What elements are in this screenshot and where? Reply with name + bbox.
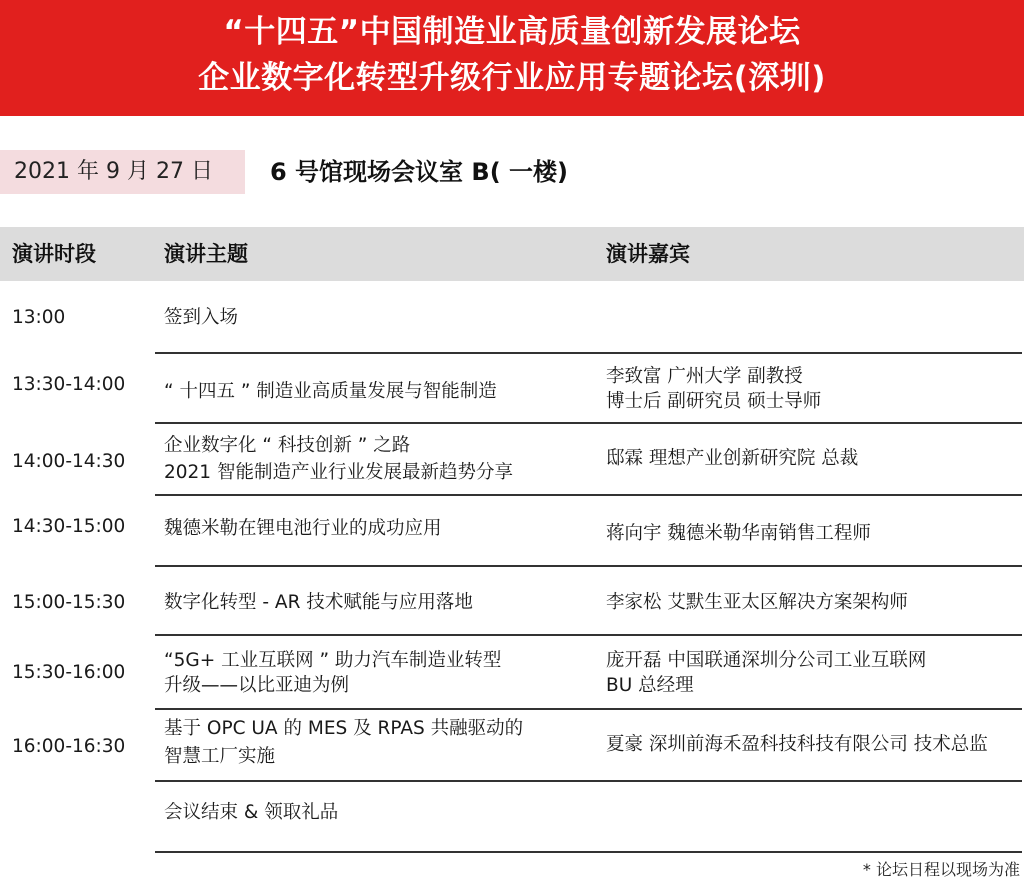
topic-cell: 数字化转型 - AR 技术赋能与应用落地 (164, 592, 473, 613)
time-cell: 14:30-15:00 (12, 516, 126, 537)
speaker-cell-line2: 博士后 副研究员 硕士导师 (606, 391, 822, 412)
time-cell: 15:00-15:30 (12, 592, 126, 613)
table-row (0, 423, 1024, 494)
time-cell: 13:30-14:00 (12, 374, 126, 395)
time-cell: 14:00-14:30 (12, 451, 126, 472)
schedule-footnote: * 论坛日程以现场为准 (862, 860, 1020, 879)
table-row (0, 635, 1024, 708)
event-date: 2021 年 9 月 27 日 (0, 150, 245, 194)
row-divider (155, 851, 1022, 853)
topic-cell: 魏德米勒在锂电池行业的成功应用 (164, 518, 442, 539)
topic-cell: “5G+ 工业互联网 ” 助力汽车制造业转型 (164, 650, 502, 671)
forum-subtitle: 企业数字化转型升级行业应用专题论坛(深圳) (198, 60, 826, 96)
event-venue: 6 号馆现场会议室 B( 一楼) (270, 158, 568, 186)
header-speaker: 演讲嘉宾 (606, 242, 690, 266)
topic-cell: 基于 OPC UA 的 MES 及 RPAS 共融驱动的 (164, 718, 524, 739)
topic-cell-line2: 升级——以比亚迪为例 (164, 675, 350, 696)
speaker-cell: 蒋向宇 魏德米勒华南销售工程师 (606, 523, 871, 544)
forum-title: “十四五”中国制造业高质量创新发展论坛 (223, 14, 801, 50)
table-header (0, 227, 1024, 281)
speaker-cell: 李致富 广州大学 副教授 (606, 366, 803, 387)
speaker-cell: 邸霖 理想产业创新研究院 总裁 (606, 448, 859, 469)
table-row (0, 353, 1024, 422)
table-row (0, 495, 1024, 565)
header-time: 演讲时段 (12, 242, 96, 266)
topic-cell: “ 十四五 ” 制造业高质量发展与智能制造 (164, 381, 497, 402)
topic-cell: 会议结束 & 领取礼品 (164, 802, 339, 823)
header-topic: 演讲主题 (164, 242, 248, 266)
table-row (0, 781, 1024, 851)
time-cell: 15:30-16:00 (12, 662, 126, 683)
topic-cell-line2: 智慧工厂实施 (164, 746, 276, 767)
header-banner (0, 0, 1024, 116)
table-row (0, 709, 1024, 780)
table-row (0, 566, 1024, 634)
speaker-cell: 庞开磊 中国联通深圳分公司工业互联网 (606, 650, 927, 671)
topic-cell: 企业数字化 “ 科技创新 ” 之路 (164, 435, 411, 456)
topic-cell: 签到入场 (164, 307, 239, 328)
speaker-cell: 夏豪 深圳前海禾盈科技科技有限公司 技术总监 (606, 734, 988, 755)
time-cell: 13:00 (12, 307, 66, 328)
time-cell: 16:00-16:30 (12, 736, 126, 757)
speaker-cell-line2: BU 总经理 (606, 675, 694, 696)
topic-cell-line2: 2021 智能制造产业行业发展最新趋势分享 (164, 462, 513, 483)
table-row (0, 282, 1024, 352)
speaker-cell: 李家松 艾默生亚太区解决方案架构师 (606, 592, 908, 613)
